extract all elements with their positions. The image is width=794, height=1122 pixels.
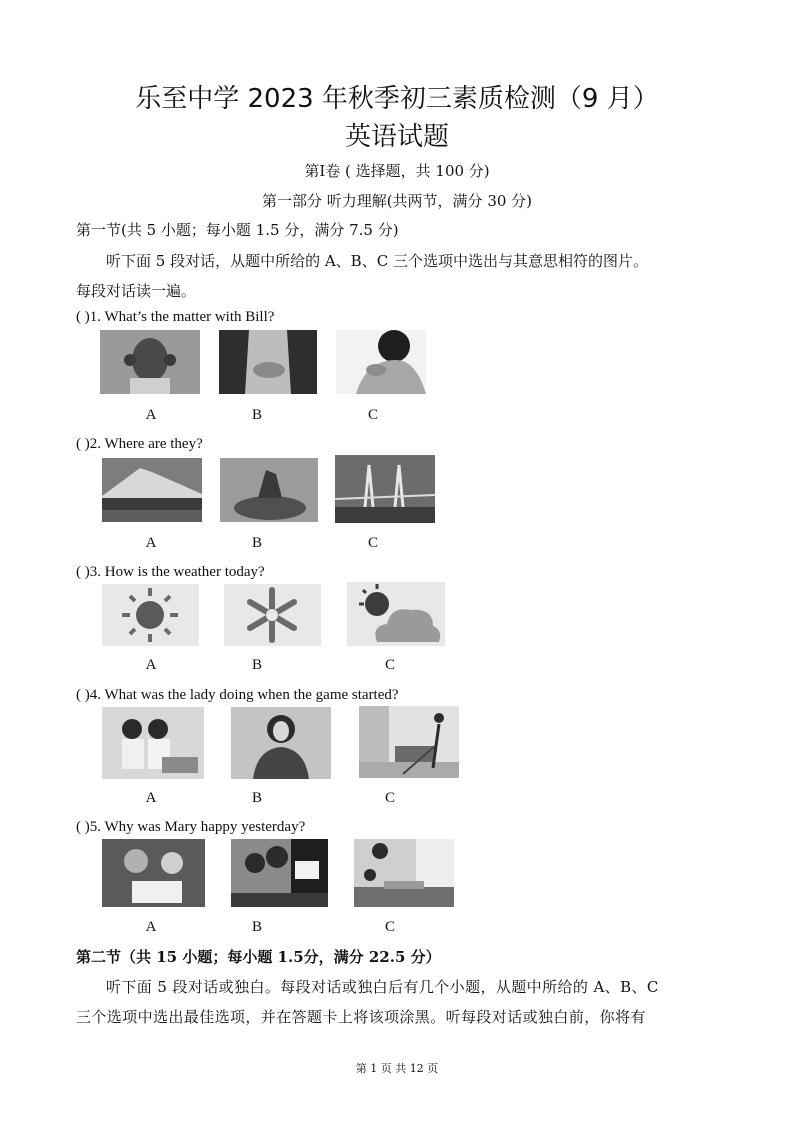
q5-label-b: B <box>251 919 262 935</box>
q3-option-b-snowflake-image <box>224 584 321 646</box>
section2-instruction-line-2: 三个选项中选出最佳选项，并在答题卡上将该项涂黑。听每段对话或独白前，你将有 <box>76 1008 646 1026</box>
q5-label-a: A <box>145 919 157 935</box>
q3-label-b: B <box>251 657 262 673</box>
section1-heading: 第一节(共 5 小题；每小题 1.5 分，满分 7.5 分) <box>76 221 399 239</box>
q1-option-b-image <box>219 330 317 394</box>
q4-label-c: C <box>384 790 395 806</box>
instruction-line-1: 听下面 5 段对话，从题中所给的 A、B、C 三个选项中选出与其意思相符的图片。 <box>106 252 648 270</box>
question-5: ( )5. Why was Mary happy yesterday? <box>76 819 306 835</box>
q2-option-c-image <box>335 455 435 523</box>
q2-label-c: C <box>367 535 378 551</box>
section2-heading: 第二节（共 15 小题；每小题 1.5分，满分 22.5 分） <box>76 948 441 966</box>
q5-option-b-image <box>231 839 328 907</box>
q4-option-c-image <box>359 706 459 778</box>
q3-option-c-cloud-image <box>347 582 445 646</box>
question-2: ( )2. Where are they? <box>76 436 203 452</box>
question-3: ( )3. How is the weather today? <box>76 564 265 580</box>
q1-label-b: B <box>251 407 262 423</box>
q3-label-a: A <box>145 657 157 673</box>
document-title: 乐至中学 2023 年秋季初三素质检测（9 月） <box>135 84 659 114</box>
q1-label-c: C <box>367 407 378 423</box>
q5-option-c-image <box>354 839 454 907</box>
q2-option-a-image <box>102 458 202 522</box>
question-1: ( )1. What’s the matter with Bill? <box>76 309 275 325</box>
q3-option-a-sun-image <box>102 584 199 646</box>
q3-label-c: C <box>384 657 395 673</box>
q1-option-a-image <box>100 330 200 394</box>
q4-option-b-image <box>231 707 331 779</box>
q4-label-a: A <box>145 790 157 806</box>
q2-label-b: B <box>251 535 262 551</box>
document-subtitle: 英语试题 <box>344 122 449 152</box>
q4-option-a-image <box>102 707 204 779</box>
q5-option-a-image <box>102 839 205 907</box>
part-heading: 第一部分 听力理解(共两节，满分 30 分) <box>261 192 533 210</box>
q4-label-b: B <box>251 790 262 806</box>
question-4: ( )4. What was the lady doing when the game started? <box>76 687 399 703</box>
q1-option-c-image <box>336 330 426 394</box>
section2-instruction-line-1: 听下面 5 段对话或独白。每段对话或独白后有几个小题，从题中所给的 A、B、C <box>106 978 659 996</box>
instruction-line-2: 每段对话读一遍。 <box>76 282 197 300</box>
q5-label-c: C <box>384 919 395 935</box>
q1-label-a: A <box>145 407 157 423</box>
page-footer: 第 1 页 共 12 页 <box>355 1062 439 1075</box>
q2-option-b-image <box>220 458 318 522</box>
q2-label-a: A <box>145 535 157 551</box>
volume-heading: 第Ⅰ卷 ( 选择题，共 100 分) <box>304 162 490 180</box>
